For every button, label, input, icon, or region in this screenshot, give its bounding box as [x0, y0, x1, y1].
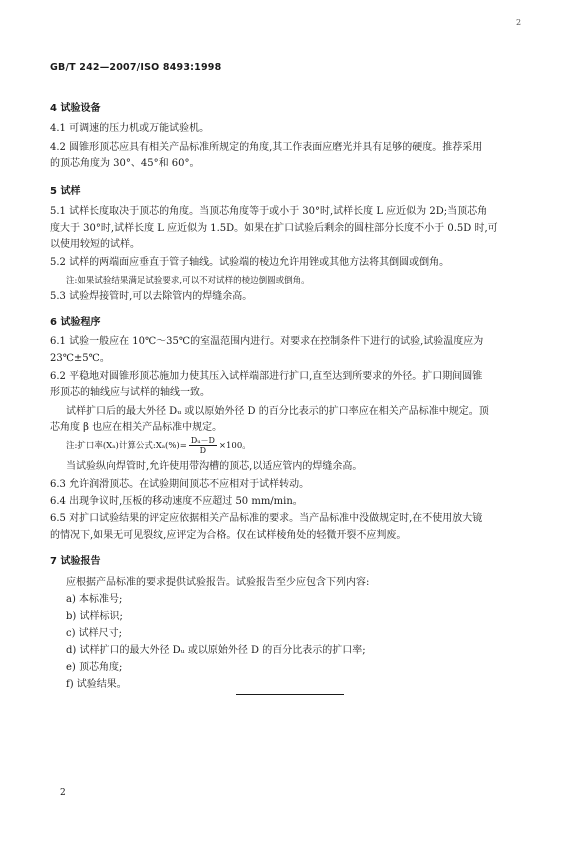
formula-prefix: 注:扩口率(Xₐ)计算公式:Xₐ(%)=	[66, 441, 187, 451]
clause-6-3: 6.3 允许润滑顶芯。在试验期间顶芯不应相对于试样转动。	[50, 479, 310, 490]
clause-6-5-line2: 的情况下,如果无可见裂纹,应评定为合格。仅在试样棱角处的轻微开裂不应判废。	[50, 530, 407, 541]
report-item: f) 试验结果。	[66, 679, 127, 690]
end-rule	[236, 694, 344, 695]
section-7-heading: 7 试验报告	[50, 556, 101, 567]
clause-6-1-line1: 6.1 试验一般应在 10℃～35℃的室温范围内进行。对要求在控制条件下进行的试验,试验温度应为	[50, 336, 484, 347]
report-item: d) 试样扩口的最大外径 Dᵤ 或以原始外径 D 的百分比表示的扩口率;	[66, 645, 366, 656]
formula-note	[66, 436, 251, 455]
clause-6-2-line1: 6.2 平稳地对圆锥形顶芯施加力使其压入试样端部进行扩口,直至达到所要求的外径。扩口期间圆锥	[50, 371, 483, 382]
formula-suffix: ×100。	[218, 441, 251, 451]
report-intro: 应根据产品标准的要求提供试验报告。试验报告至少应包含下列内容:	[66, 577, 370, 588]
clause-6-1-line2: 23℃±5℃。	[50, 353, 110, 364]
clause-5-1-line1: 5.1 试样长度取决于顶芯的角度。当顶芯角度等于或小于 30°时,试样长度 L 应近似为 2D;当顶芯角	[50, 206, 488, 217]
clause-4-1: 4.1 可调速的压力机或万能试验机。	[50, 123, 210, 134]
section-5-heading: 5 试样	[50, 186, 81, 197]
corner-mark: 2	[516, 18, 522, 27]
clause-5-2: 5.2 试样的两端面应垂直于管子轴线。试验端的棱边允许用锉或其他方法将其倒圆或倒角。	[50, 257, 450, 268]
clause-6-5-line1: 6.5 对扩口试验结果的评定应依据相关产品标准的要求。当产品标准中没做规定时,在不使用放大镜	[50, 513, 483, 524]
clause-5-3: 5.3 试验焊接管时,可以去除管内的焊缝余高。	[50, 291, 253, 302]
formula-denominator: D	[199, 446, 207, 455]
report-item: c) 试样尺寸;	[66, 628, 123, 639]
clause-6-4: 6.4 出现争议时,压板的移动速度不应超过 50 mm/min。	[50, 496, 303, 507]
note-5-2: 注:如果试验结果满足试验要求,可以不对试样的棱边倒圆或倒角。	[66, 276, 310, 286]
clause-6-2-para2-line2: 芯角度 β 也应在相关产品标准中规定。	[50, 422, 223, 433]
formula-fraction	[189, 436, 217, 455]
page-number: 2	[60, 788, 66, 798]
section-4-heading: 4 试验设备	[50, 103, 101, 114]
document-header: GB/T 242—2007/ISO 8493:1998	[50, 62, 222, 73]
clause-6-2-para3: 当试验纵向焊管时,允许使用带沟槽的顶芯,以适应管内的焊缝余高。	[66, 461, 363, 472]
report-item: b) 试样标识;	[66, 611, 123, 622]
report-item: e) 顶芯角度;	[66, 662, 123, 673]
report-item: a) 本标准号;	[66, 594, 123, 605]
section-6-heading: 6 试验程序	[50, 317, 101, 328]
clause-5-1-line3: 以使用较短的试样。	[50, 239, 140, 250]
clause-6-2-line2: 形顶芯的轴线应与试样的轴线一致。	[50, 387, 210, 398]
formula-numerator: Dᵤ－D	[190, 436, 215, 445]
clause-4-2-line2: 的顶芯角度为 30°、45°和 60°。	[50, 158, 200, 169]
clause-6-2-para2-line1: 试样扩口后的最大外径 Dᵤ 或以原始外径 D 的百分比表示的扩口率应在相关产品标准中规定。顶	[66, 406, 489, 417]
clause-4-2-line1: 4.2 圆锥形顶芯应具有相关产品标准所规定的角度,其工作表面应磨光并具有足够的硬度。推荐采用	[50, 142, 483, 153]
clause-5-1-line2: 度大于 30°时,试样长度 L 应近似为 1.5D。如果在扩口试验后剩余的圆柱部分长度不小于 0.5D 时,可	[50, 223, 498, 234]
